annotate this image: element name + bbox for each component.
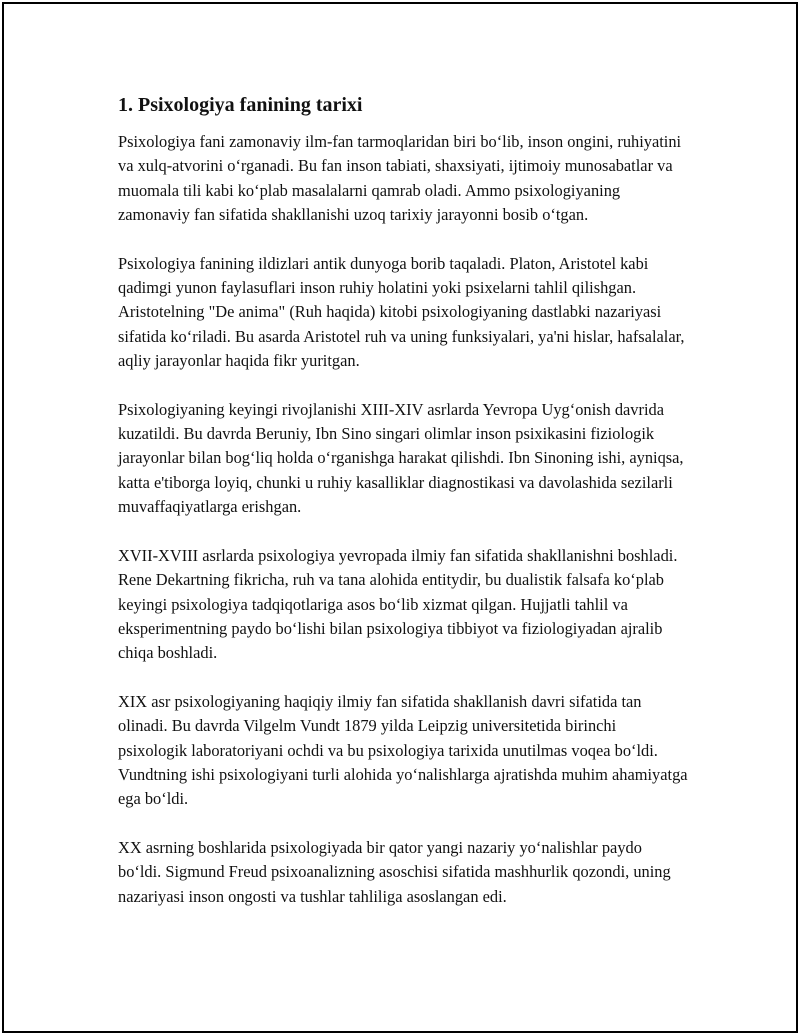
paragraph-antiquity: Psixologiya fanining ildizlari antik dunyoga borib taqaladi. Platon, Aristotel kabi qadimgi yunon faylasuflari inson ruhiy holatini yoki psixelarni tahlil qilishgan. Aristotelning "De anima" (Ruh haqida) kitobi psixologiyaning dastlabki nazariyasi sifatida ko‘riladi. Bu asarda Aristotel ruh va uning funksiyalari, ya'ni hislar, hafsalalar, aqliy jarayonlar haqida fikr yuritgan. — [118, 253, 685, 371]
paragraph-20-century: XX asrning boshlarida psixologiyada bir qator yangi nazariy yo‘nalishlar paydo bo‘ldi. Sigmund Freud psixoanalizning asoschisi sifatida mashhurlik qozondi, uning nazariyasi inson ongosti va tushlar tahliliga asoslangan edi. — [118, 837, 671, 906]
paragraph-19-century: XIX asr psixologiyaning haqiqiy ilmiy fan sifatida shakllanish davri sifatida tan olinadi. Bu davrda Vilgelm Vundt 1879 yilda Leipzig universitetida birinchi psixologik laboratoriyani ochdi va bu psixologiya tarixida unutilmas voqea bo‘ldi. Vundtning ishi psixologiyani turli alohida yo‘nalishlarga ajratishda muhim ahamiyatga ega bo‘ldi. — [118, 691, 688, 809]
paragraph-intro: Psixologiya fani zamonaviy ilm-fan tarmoqlaridan biri bo‘lib, inson ongini, ruhiyatini va xulq-atvorini o‘rganadi. Bu fan inson tabiati, shaxsiyati, ijtimoiy munosabatlar va muomala tili kabi ko‘plab masalalarni qamrab oladi. Ammo psixologiyaning zamonaviy fan sifatida shakllanishi uzoq tarixiy jarayonni bosib o‘tgan. — [118, 132, 682, 225]
section-heading: 1. Psixologiya fanining tarixi — [118, 94, 363, 116]
document-body — [118, 92, 688, 933]
paragraph-middle-ages: Psixologiyaning keyingi rivojlanishi XIII-XIV asrlarda Yevropa Uyg‘onish davrida kuzatildi. Bu davrda Beruniy, Ibn Sino singari olimlar inson psixikasini fiziologik jarayonlar bilan bog‘liq holda o‘rganishga harakat qilishdi. Ibn Sinoning ishi, ayniqsa, katta e'tiborga loyiq, chunki u ruhiy kasalliklar diagnostikasi va davolashida sezilarli muvaffaqiyatlarga erishgan. — [118, 399, 684, 517]
paragraph-17-18-century: XVII-XVIII asrlarda psixologiya yevropada ilmiy fan sifatida shakllanishni boshladi. Rene Dekartning fikricha, ruh va tana alohida entitydir, bu dualistik falsafa ko‘plab keyingi psixologiya tadqiqotlariga asos bo‘lib xizmat qilgan. Hujjatli tahlil va eksperimentning paydo bo‘lishi bilan psixologiya tibbiyot va fiziologiyadan ajralib chiqa boshladi. — [118, 545, 678, 663]
